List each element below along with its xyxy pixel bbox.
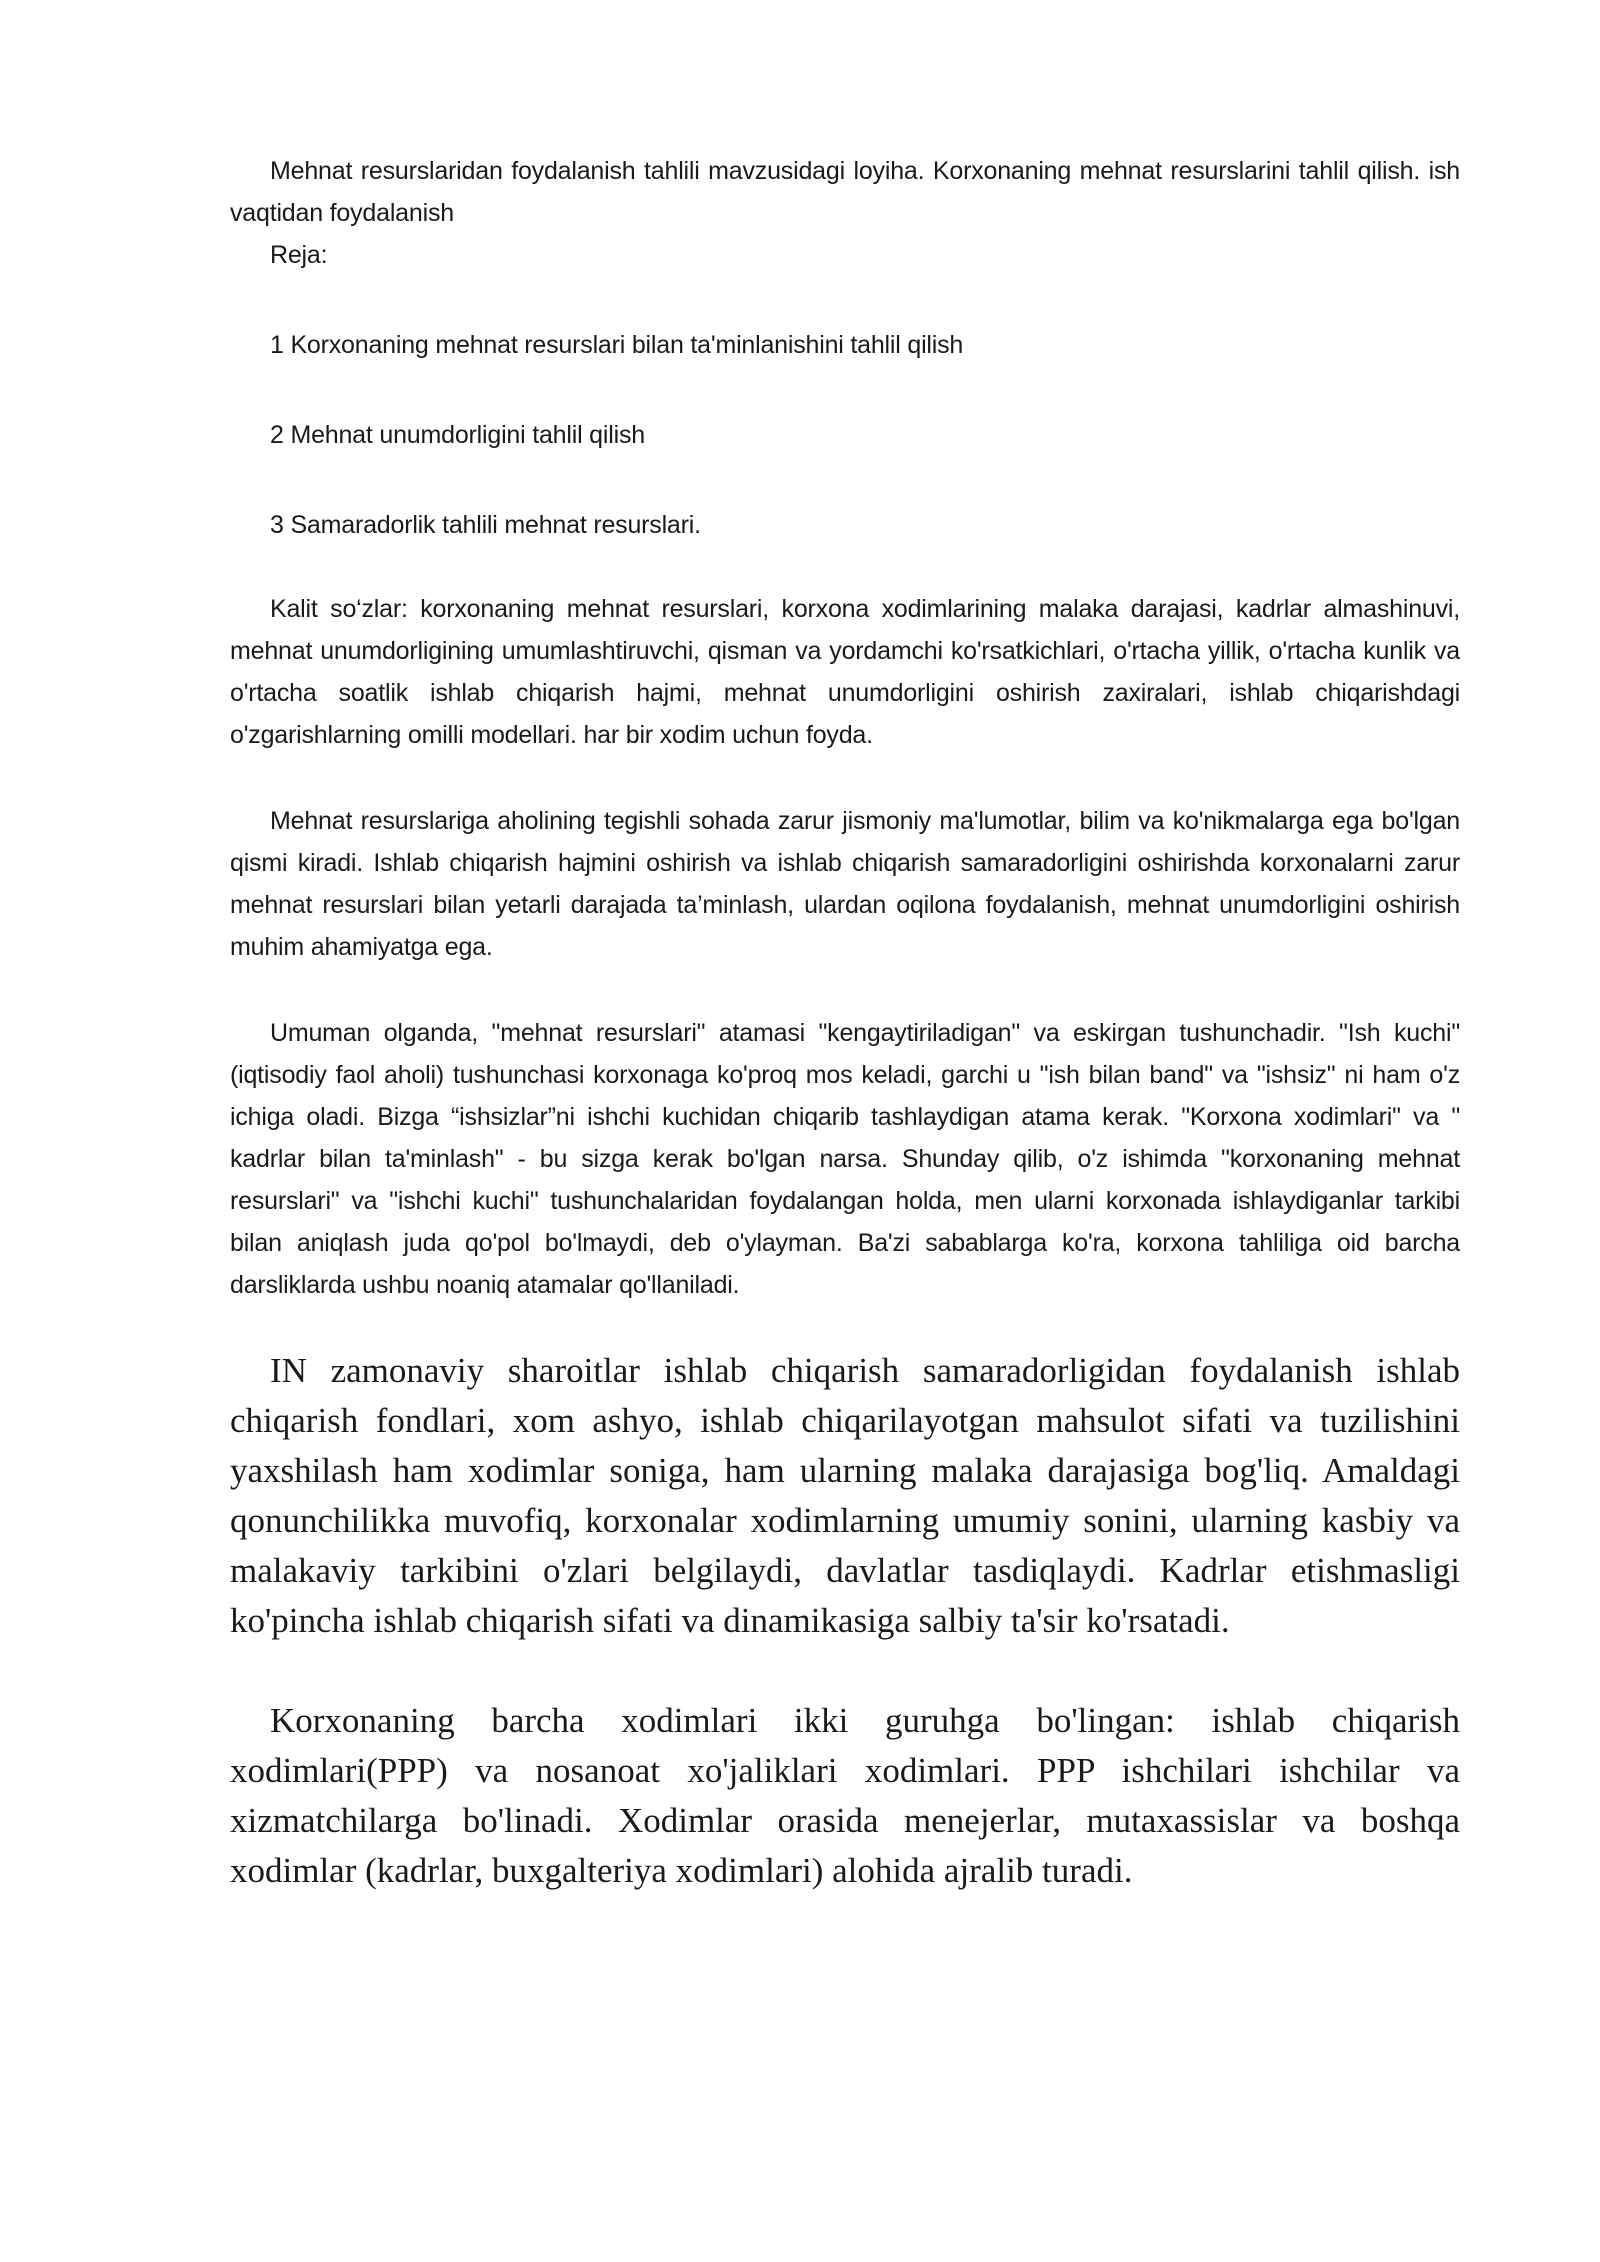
body-paragraph: IN zamonaviy sharoitlar ishlab chiqarish samaradorligidan foydalanish ishlab chiqarish fondlari, xom ashyo, ishlab chiqarilayotgan mahsulot sifati va tuzilishini yaxshilash ham xodimlar soniga, ham ularning malaka darajasiga bog'liq. Amaldagi qonunchilikka muvofiq, korxonalar xodimlarning umumiy sonini, ularning kasbiy va malakaviy tarkibini o'zlari belgilaydi, davlatlar tasdiqlaydi. Kadrlar etishmasligi ko'pincha ishlab chiqarish sifati va dinamikasiga salbiy ta'sir ko'rsatadi. xyxy=(230,1351,1460,1640)
plan-item: 1 Korxonaning mehnat resurslari bilan ta'minlanishini tahlil qilish xyxy=(270,331,964,359)
body-paragraph: Mehnat resurslariga aholining tegishli sohada zarur jismoniy ma'lumotlar, bilim va ko'nikmalarga ega bo'lgan qismi kiradi. Ishlab chiqarish hajmini oshirish va ishlab chiqarish samaradorligini oshirishda korxonalarni zarur mehnat resurslari bilan yetarli darajada ta’minlash, ulardan oqilona foydalanish, mehnat unumdorligini oshirish muhim ahamiyatga ega. xyxy=(230,807,1460,961)
body-paragraph: Korxonaning barcha xodimlari ikki guruhga bo'lingan: ishlab chiqarish xodimlari(PPP) va nosanoat xo'jaliklari xodimlari. PPP ishchilari ishchilar va xizmatchilarga bo'linadi. Xodimlar orasida menejerlar, mutaxassislar va boshqa xodimlar (kadrlar, buxgalteriya xodimlari) alohida ajralib turadi. xyxy=(230,1701,1460,1890)
plan-heading: Reja: xyxy=(270,241,328,269)
document-page xyxy=(230,150,1460,1896)
plan-item: 3 Samaradorlik tahlili mehnat resurslari. xyxy=(270,511,701,539)
intro-paragraph: Mehnat resurslaridan foydalanish tahlili mavzusidagi loyiha. Korxonaning mehnat resurslarini tahlil qilish. ish vaqtidan foydalanish xyxy=(230,157,1460,227)
body-paragraph: Umuman olganda, "mehnat resurslari" atamasi "kengaytiriladigan" va eskirgan tushunchadir. "Ish kuchi" (iqtisodiy faol aholi) tushunchasi korxonaga ko'proq mos keladi, garchi u "ish bilan band" va "ishsiz" ni ham o'z ichiga oladi. Bizga “ishsizlar”ni ishchi kuchidan chiqarib tashlaydigan atama kerak. "Korxona xodimlari" va " kadrlar bilan ta'minlash" - bu sizga kerak bo'lgan narsa. Shunday qilib, o'z ishimda "korxonaning mehnat resurslari" va "ishchi kuchi" tushunchalaridan foydalangan holda, men ularni korxonada ishlaydiganlar tarkibi bilan aniqlash juda qo'pol bo'lmaydi, deb o'ylayman. Ba'zi sabablarga ko'ra, korxona tahliliga oid barcha darsliklarda ushbu noaniq atamalar qo'llaniladi. xyxy=(230,1019,1460,1299)
plan-item: 2 Mehnat unumdorligini tahlil qilish xyxy=(270,421,645,449)
keywords-paragraph: Kalit so‘zlar: korxonaning mehnat resurslari, korxona xodimlarining malaka darajasi, kadrlar almashinuvi, mehnat unumdorligining umumlashtiruvchi, qisman va yordamchi ko'rsatkichlari, o'rtacha yillik, o'rtacha kunlik va o'rtacha soatlik ishlab chiqarish hajmi, mehnat unumdorligini oshirish zaxiralari, ishlab chiqarishdagi o'zgarishlarning omilli modellari. har bir xodim uchun foyda. xyxy=(230,595,1460,749)
